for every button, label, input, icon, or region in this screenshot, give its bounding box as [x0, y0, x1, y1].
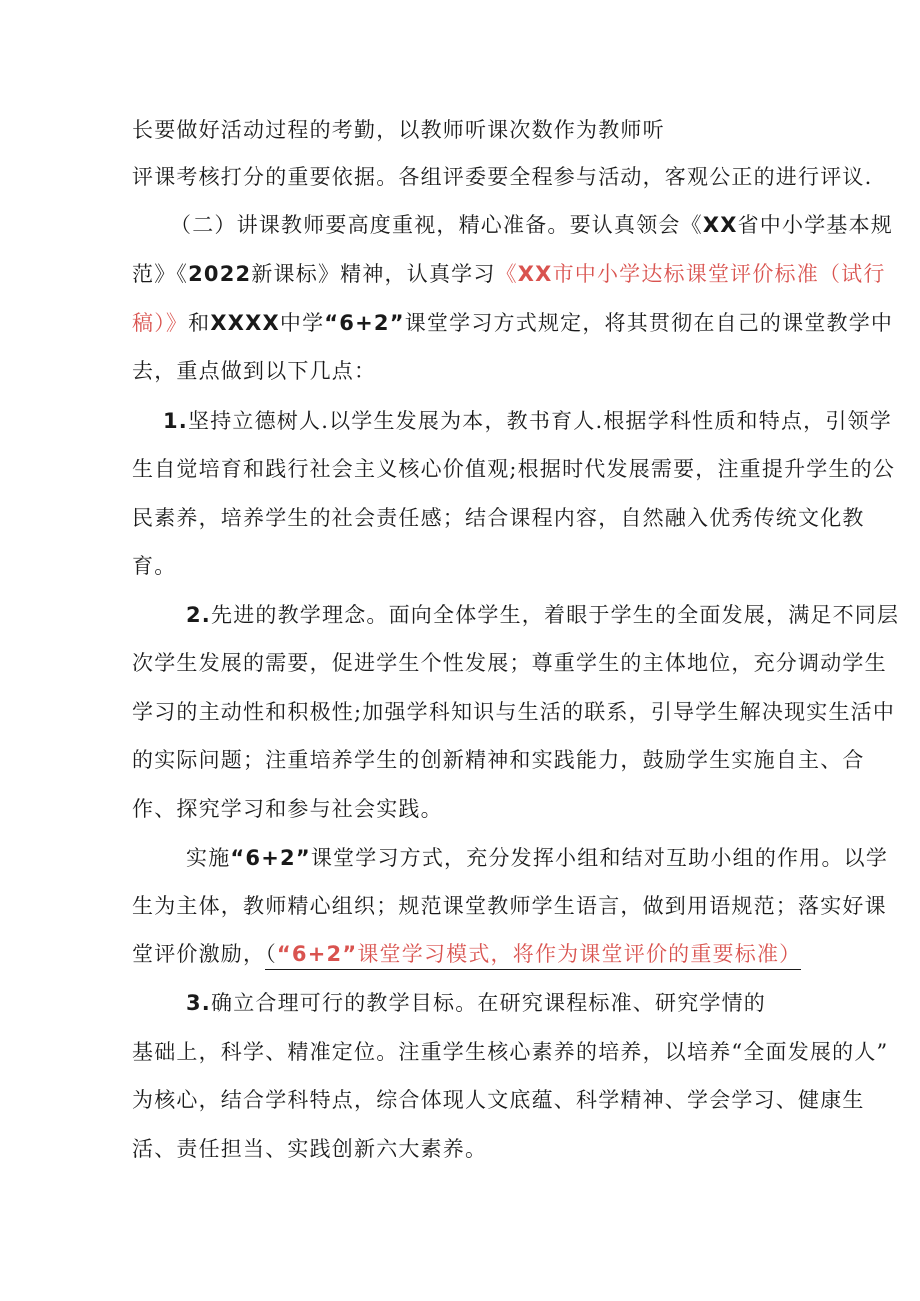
text: 课堂学习方式规定，将其贯彻在自己的课堂教学中 — [404, 311, 894, 335]
bold-text: “6+2” — [324, 311, 405, 335]
paragraph1-line2 — [132, 162, 872, 192]
point2-line3 — [132, 697, 895, 727]
bold-text: XXXX — [210, 311, 280, 335]
point3-line4 — [132, 1134, 487, 1164]
paragraph3-line2 — [132, 891, 887, 921]
red-text: 《 — [495, 262, 518, 286]
text: 范》《 — [132, 262, 189, 286]
text: 新课标》精神，认真学习 — [251, 262, 496, 286]
text: 确立合理可行的教学目标。在研究课程标准、研究学情的 — [211, 991, 766, 1015]
bold-text: “6+2” — [230, 846, 311, 870]
red-bold-text: XX — [517, 262, 553, 286]
text: 作、探究学习和参与社会实践。 — [132, 797, 443, 821]
point1-line1 — [163, 406, 892, 436]
point3-line1 — [186, 988, 766, 1018]
text: 先进的教学理念。面向全体学生，着眼于学生的全面发展，满足不同层 — [211, 603, 900, 627]
text: （ — [265, 942, 277, 966]
point1-line4 — [132, 551, 176, 581]
point1-line2 — [132, 454, 895, 484]
text: 去，重点做到以下几点： — [132, 359, 377, 383]
text: 坚持立德树人.以学生发展为本，教书育人.根据学科性质和特点，引领学 — [188, 409, 892, 433]
text: 民素养，培养学生的社会责任感；结合课程内容，自然融入优秀传统文化教 — [132, 506, 865, 530]
red-text: 课堂学习模式，将作为课堂评价的重要标准） — [357, 942, 802, 966]
text: 的实际问题；注重培养学生的创新精神和实践能力，鼓励学生实施自主、合 — [132, 748, 865, 772]
paragraph2-line2 — [132, 259, 886, 289]
text: 堂评价激励， — [132, 942, 266, 966]
text: 省中小学基本规 — [737, 213, 894, 237]
point3-line2 — [132, 1037, 888, 1067]
text: 育。 — [132, 554, 177, 578]
point-number: 1. — [163, 409, 188, 433]
text: 学习的主动性和积极性;加强学科知识与生活的联系，引导学生解决现实生活中 — [132, 700, 896, 724]
text: 课堂学习方式，充分发挥小组和结对互助小组的作用。以学 — [310, 846, 889, 870]
point-number: 2. — [186, 603, 211, 627]
paragraph2-line3 — [132, 308, 893, 338]
bold-text: 2022 — [188, 262, 252, 286]
text: 长要做好活动过程的考勤，以教师听课次数作为教师听 — [132, 118, 665, 142]
paragraph2-line1 — [170, 210, 893, 240]
text: 生自觉培育和践行社会主义核心价值观;根据时代发展需要，注重提升学生的公 — [132, 457, 896, 481]
red-bold-text: “6+2” — [276, 942, 358, 966]
text: 活、责任担当、实践创新六大素养。 — [132, 1137, 488, 1161]
text: 次学生发展的需要，促进学生个性发展；尊重学生的主体地位，充分调动学生 — [132, 651, 887, 675]
red-text: 市中小学达标课堂评价标准（试行 — [552, 262, 886, 286]
point2-line1 — [186, 600, 899, 630]
text: 评课考核打分的重要依据。各组评委要全程参与活动，客观公正的进行评议. — [132, 165, 873, 189]
point3-line3 — [132, 1085, 865, 1115]
point-number: 3. — [186, 991, 211, 1015]
paragraph3-line3 — [132, 939, 801, 969]
point2-line5 — [132, 794, 443, 824]
text: 生为主体，教师精心组织；规范课堂教师学生语言，做到用语规范；落实好课 — [132, 894, 887, 918]
point2-line4 — [132, 745, 865, 775]
paragraph1-line1 — [132, 115, 665, 145]
text: （二）讲课教师要高度重视，精心准备。要认真领会《 — [170, 213, 703, 237]
bold-text: XX — [702, 213, 738, 237]
red-text: 稿）》 — [132, 311, 189, 335]
text: 中学 — [279, 311, 325, 335]
text: 基础上，科学、精准定位。注重学生核心素养的培养，以培养“全面发展的人” — [132, 1040, 889, 1064]
text: 为核心，结合学科特点，综合体现人文底蕴、科学精神、学会学习、健康生 — [132, 1088, 865, 1112]
text: 实施 — [186, 846, 231, 870]
paragraph3-line1 — [186, 843, 888, 873]
point2-line2 — [132, 648, 887, 678]
paragraph2-line4 — [132, 356, 376, 386]
point1-line3 — [132, 503, 865, 533]
underlined-note — [265, 942, 801, 970]
text: 和 — [188, 311, 211, 335]
